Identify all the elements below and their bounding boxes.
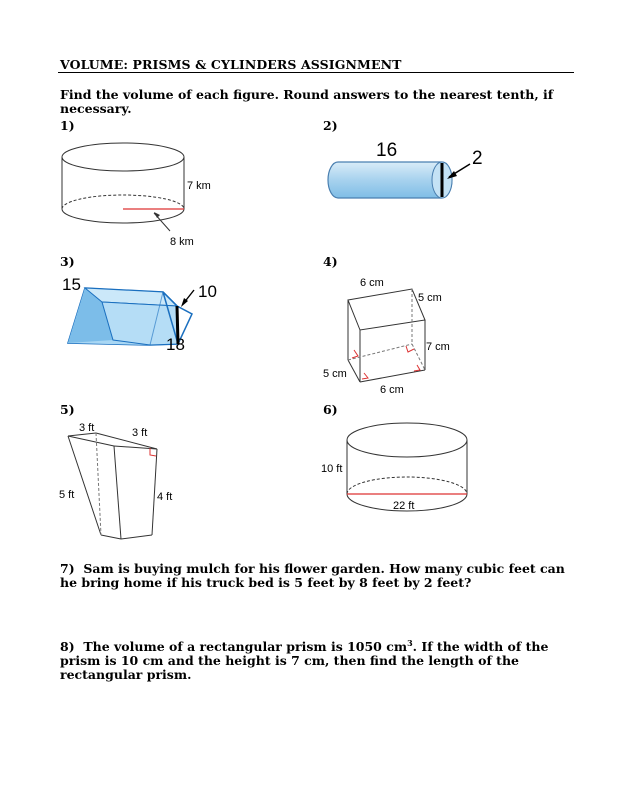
fig5-right-label: 4 ft (157, 491, 173, 503)
fig2-diameter-label: 2 (472, 148, 483, 169)
fig2-length-label: 16 (376, 140, 398, 161)
fig1-height-label: 7 km (187, 180, 211, 192)
question-8-text-after: . If the width of the prism is 10 cm and the height is 7 cm, then find the length of the rectangular prism. (60, 639, 549, 683)
fig4-top-label: 6 cm (360, 277, 384, 289)
fig5-left-label: 5 ft (59, 489, 75, 501)
fig4-depth-label: 5 cm (323, 368, 347, 380)
page-title: VOLUME: PRISMS & CYLINDERS ASSIGNMENT (60, 57, 402, 72)
problem-3-number: 3) (60, 254, 75, 269)
problem-5-number: 5) (60, 402, 75, 417)
fig5-top-right-label: 3 ft (132, 427, 148, 439)
figure-6-cylinder (318, 415, 478, 525)
fig4-right-label: 5 cm (418, 292, 442, 304)
fig3-label-10: 10 (198, 282, 217, 301)
question-8-text-before: The volume of a rectangular prism is 1050 cm (83, 639, 408, 655)
figure-3-prism (55, 270, 235, 360)
problem-4-number: 4) (323, 254, 338, 269)
fig6-height-label: 10 ft (321, 463, 343, 475)
question-8 (60, 636, 575, 682)
fig4-bottom-label: 6 cm (380, 384, 404, 396)
figure-1-cylinder (50, 135, 210, 255)
figure-4-prism (320, 270, 480, 400)
fig5-top-left-label: 3 ft (79, 422, 95, 434)
figure-5-prism (55, 418, 185, 548)
figure-2-cylinder (318, 135, 498, 215)
question-7-number: 7) (60, 561, 75, 576)
instructions: Find the volume of each figure. Round answers to the nearest tenth, if necessary. (60, 87, 554, 116)
fig3-label-18: 18 (166, 335, 185, 354)
question-8-number: 8) (60, 639, 75, 655)
fig4-height-label: 7 cm (426, 341, 450, 353)
question-7-text: Sam is buying mulch for his flower garden. How many cubic feet can he bring home if his truck bed is 5 feet by 8 feet by 2 feet? (60, 561, 565, 590)
problem-1-number: 1) (60, 118, 75, 133)
fig6-diameter-label: 22 ft (393, 500, 415, 512)
question-8-superscript: 3 (407, 638, 413, 648)
question-7 (60, 562, 575, 590)
problem-6-number: 6) (323, 402, 338, 417)
title-underline (58, 72, 574, 73)
problem-2-number: 2) (323, 118, 338, 133)
fig3-label-15: 15 (62, 275, 81, 294)
fig1-radius-label: 8 km (170, 236, 194, 248)
